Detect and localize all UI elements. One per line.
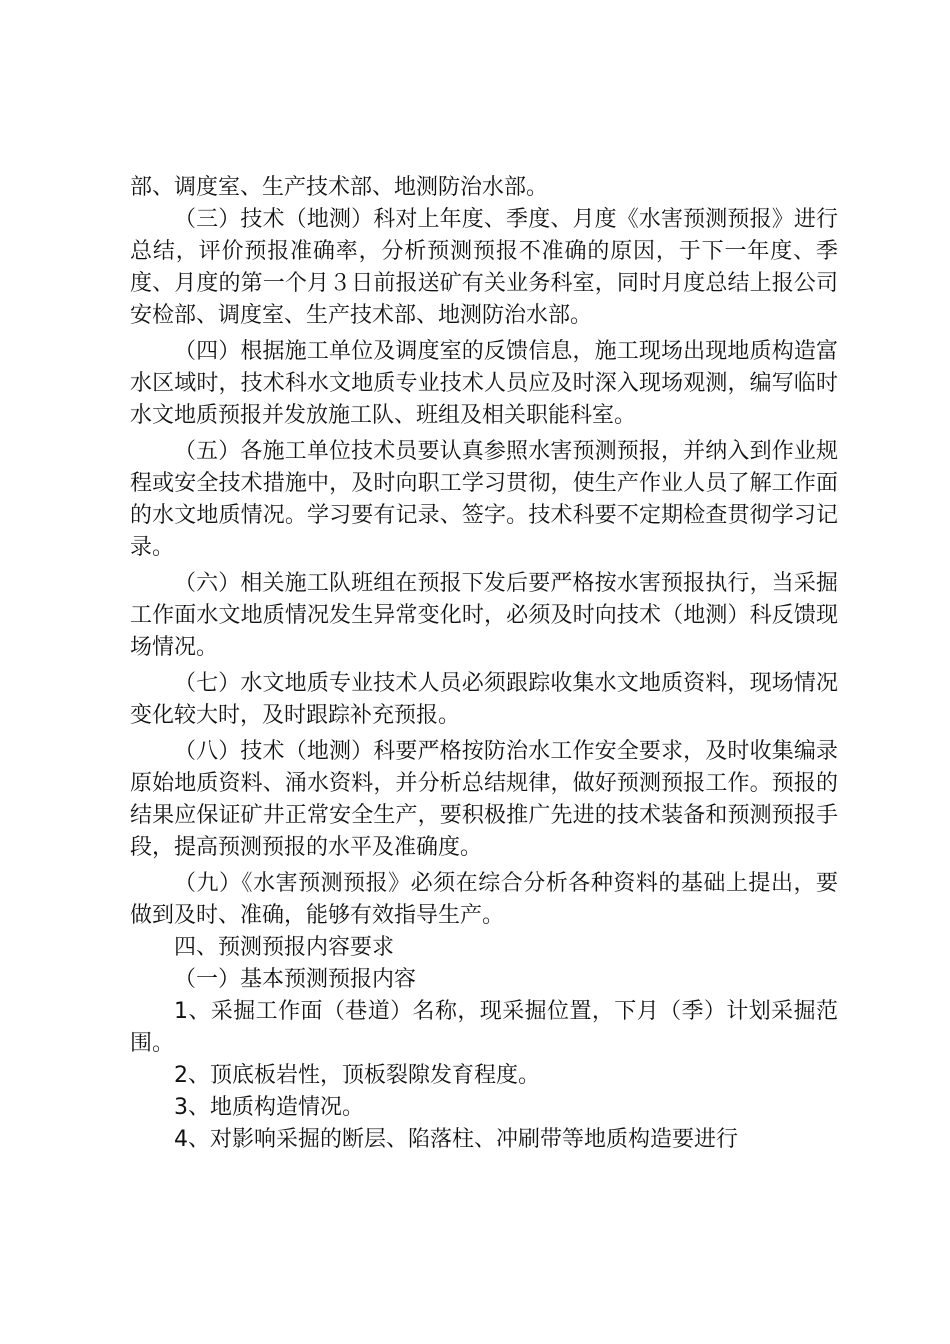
- paragraph-item-5: （五）各施工单位技术员要认真参照水害预测预报，并纳入到作业规程或安全技术措施中，及时向职工学习贯彻，使生产作业人员了解工作面的水文地质情况。学习要有记录、签字。技术科要不定期检查贯彻学习记录。: [130, 439, 838, 560]
- paragraph-item-8: （八）技术（地测）科要严格按防治水工作安全要求，及时收集编录原始地质资料、涌水资料，并分析总结规律，做好预测预报工作。预报的结果应保证矿井正常安全生产，要积极推广先进的技术装备和预测预报手段，提高预测预报的水平及准确度。: [130, 739, 838, 860]
- section-heading-4: 四、预测预报内容要求: [174, 935, 395, 960]
- document-body: [130, 172, 838, 1156]
- paragraph-continuation: 部、调度室、生产技术部、地测防治水部。: [130, 175, 549, 200]
- paragraph-item-3: （三）技术（地测）科对上年度、季度、月度《水害预测预报》进行总结，评价预报准确率，分析预测预报不准确的原因，于下一年度、季度、月度的第一个月３日前报送矿有关业务科室，同时月度总结上报公司安检部、调度室、生产技术部、地测防治水部。: [130, 207, 838, 328]
- paragraph-item-4: （四）根据施工单位及调度室的反馈信息，施工现场出现地质构造富水区域时，技术科水文地质专业技术人员应及时深入现场观测，编写临时水文地质预报并发放施工队、班组及相关职能科室。: [130, 339, 838, 428]
- subsection-heading-1: （一）基本预测预报内容: [174, 967, 417, 992]
- list-item-2: 2、顶底板岩性，顶板裂隙发育程度。: [174, 1063, 540, 1088]
- list-item-4: 4、对影响采掘的断层、陷落柱、冲刷带等地质构造要进行: [174, 1127, 738, 1152]
- paragraph-item-9: （九）《水害预测预报》必须在综合分析各种资料的基础上提出，要做到及时、准确，能够有效指导生产。: [130, 871, 838, 928]
- paragraph-item-6: （六）相关施工队班组在预报下发后要严格按水害预报执行，当采掘工作面水文地质情况发生异常变化时，必须及时向技术（地测）科反馈现场情况。: [130, 571, 838, 660]
- list-item-1: 1、采掘工作面（巷道）名称，现采掘位置，下月（季）计划采掘范围。: [130, 999, 838, 1056]
- list-item-3: 3、地质构造情况。: [174, 1095, 364, 1120]
- paragraph-item-7: （七）水文地质专业技术人员必须跟踪收集水文地质资料，现场情况变化较大时，及时跟踪补充预报。: [130, 671, 838, 728]
